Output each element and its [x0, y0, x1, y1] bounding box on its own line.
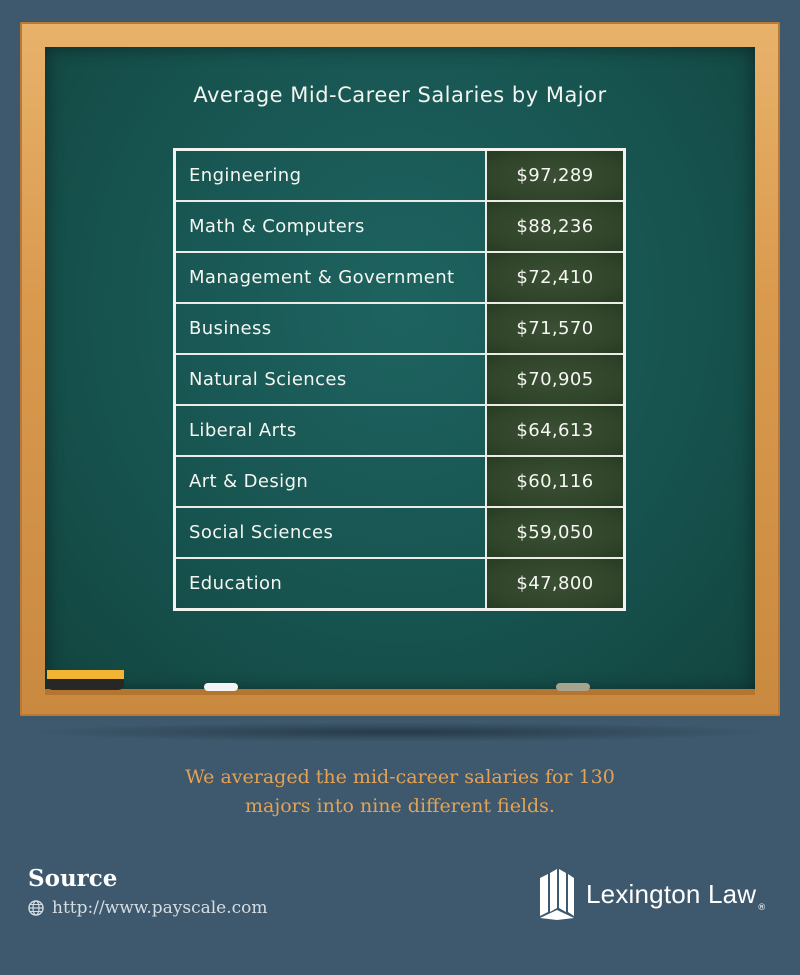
salary-value: $71,570 [486, 303, 625, 354]
major-label: Math & Computers [175, 201, 487, 252]
major-label: Engineering [175, 150, 487, 202]
source-heading: Source [28, 865, 118, 892]
salary-value: $60,116 [486, 456, 625, 507]
caption-line-2: majors into nine different fields. [245, 795, 555, 817]
table-row [175, 150, 625, 202]
table-row [175, 405, 625, 456]
table-row [175, 201, 625, 252]
caption [150, 763, 650, 821]
salary-value: $70,905 [486, 354, 625, 405]
globe-icon [28, 900, 44, 916]
table-row [175, 558, 625, 610]
major-label: Liberal Arts [175, 405, 487, 456]
chalk-ledge [45, 689, 755, 695]
brand [540, 868, 766, 920]
salary-value: $72,410 [486, 252, 625, 303]
table-row [175, 507, 625, 558]
salary-value: $47,800 [486, 558, 625, 610]
major-label: Social Sciences [175, 507, 487, 558]
salary-value: $59,050 [486, 507, 625, 558]
table-row [175, 252, 625, 303]
brand-name: Lexington Law [586, 878, 757, 909]
table-row [175, 354, 625, 405]
frame-shadow [20, 722, 780, 742]
grey-chalk-icon [556, 683, 590, 691]
caption-line-1: We averaged the mid-career salaries for 130 [185, 766, 615, 788]
major-label: Management & Government [175, 252, 487, 303]
chart-title: Average Mid-Career Salaries by Major [193, 83, 607, 107]
major-label: Art & Design [175, 456, 487, 507]
table-row [175, 303, 625, 354]
source-link[interactable] [28, 898, 268, 918]
major-label: Business [175, 303, 487, 354]
source-url[interactable]: http://www.payscale.com [52, 898, 268, 918]
white-chalk-icon [204, 683, 238, 691]
eraser-icon [47, 670, 124, 690]
registered-mark: ® [757, 903, 767, 913]
major-label: Natural Sciences [175, 354, 487, 405]
table-row [175, 456, 625, 507]
salary-table [173, 148, 626, 611]
salary-value: $64,613 [486, 405, 625, 456]
salary-value: $88,236 [486, 201, 625, 252]
salary-value: $97,289 [486, 150, 625, 202]
major-label: Education [175, 558, 487, 610]
lexington-law-logo [540, 868, 574, 920]
